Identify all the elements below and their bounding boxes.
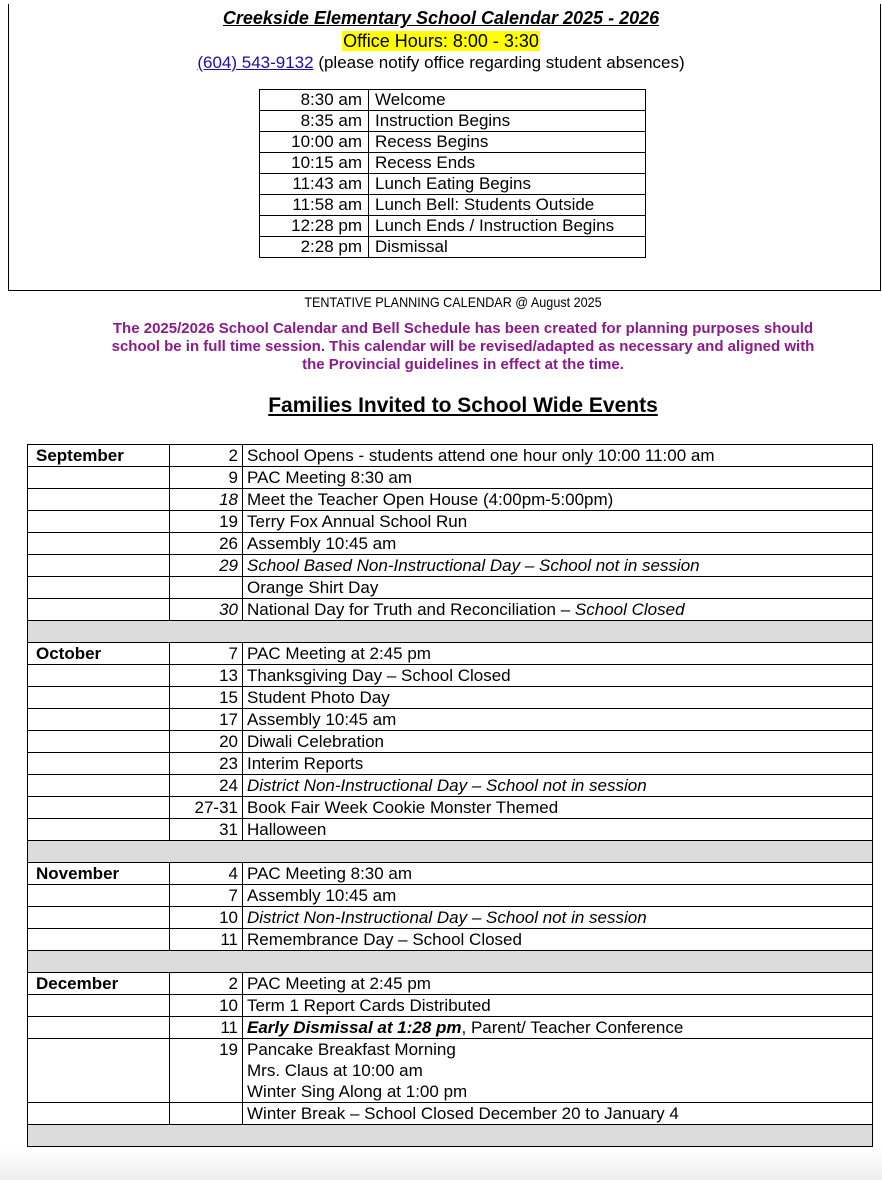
bell-row <box>260 216 646 237</box>
event-text: Assembly 10:45 am <box>243 533 873 555</box>
event-row <box>28 643 873 665</box>
event-text: Early Dismissal at 1:28 pm, Parent/ Teacher Conference <box>243 1017 873 1039</box>
event-row <box>28 665 873 687</box>
event-row <box>28 709 873 731</box>
event-text: PAC Meeting 8:30 am <box>243 863 873 885</box>
event-day: 13 <box>170 665 243 687</box>
event-day: 17 <box>170 709 243 731</box>
event-text: PAC Meeting 8:30 am <box>243 467 873 489</box>
event-row <box>28 511 873 533</box>
bell-time: 2:28 pm <box>260 237 369 258</box>
event-row <box>28 863 873 885</box>
event-text: Book Fair Week Cookie Monster Themed <box>243 797 873 819</box>
event-row <box>28 445 873 467</box>
bell-time: 11:58 am <box>260 195 369 216</box>
bell-event: Lunch Bell: Students Outside <box>369 195 646 216</box>
events-title: Families Invited to School Wide Events <box>268 394 658 417</box>
phone-link[interactable]: (604) 543-9132 <box>197 53 314 72</box>
bell-time: 11:43 am <box>260 174 369 195</box>
event-day: 9 <box>170 467 243 489</box>
event-row <box>28 973 873 995</box>
bell-row <box>260 153 646 174</box>
month-label: October <box>28 643 170 665</box>
event-row <box>28 995 873 1017</box>
event-text: District Non-Instructional Day – School not in session <box>243 907 873 929</box>
event-text: Orange Shirt Day <box>243 577 873 599</box>
bell-event: Welcome <box>369 90 646 111</box>
event-row <box>28 555 873 577</box>
event-text: Diwali Celebration <box>243 731 873 753</box>
event-row <box>28 731 873 753</box>
bell-event: Recess Begins <box>369 132 646 153</box>
event-row <box>28 577 873 599</box>
event-row <box>28 687 873 709</box>
bell-row <box>260 195 646 216</box>
event-day: 30 <box>170 599 243 621</box>
event-day: 11 <box>170 929 243 951</box>
month-separator <box>28 1125 873 1147</box>
event-row <box>28 797 873 819</box>
event-text: Term 1 Report Cards Distributed <box>243 995 873 1017</box>
event-day: 2 <box>170 973 243 995</box>
event-day: 26 <box>170 533 243 555</box>
event-row <box>28 907 873 929</box>
bell-event: Recess Ends <box>369 153 646 174</box>
event-day: 11 <box>170 1017 243 1039</box>
bell-time: 12:28 pm <box>260 216 369 237</box>
event-row <box>28 819 873 841</box>
event-text: Assembly 10:45 am <box>243 709 873 731</box>
event-day <box>170 1103 243 1125</box>
bell-time: 10:00 am <box>260 132 369 153</box>
month-separator <box>28 951 873 973</box>
month-label: November <box>28 863 170 885</box>
office-hours: Office Hours: 8:00 - 3:30 <box>343 31 539 51</box>
event-row <box>28 775 873 797</box>
event-day: 10 <box>170 995 243 1017</box>
phone-line <box>0 53 882 73</box>
event-day: 7 <box>170 885 243 907</box>
event-day: 27-31 <box>170 797 243 819</box>
event-text: Interim Reports <box>243 753 873 775</box>
event-text: Pancake Breakfast Morning Mrs. Claus at 10:00 am Winter Sing Along at 1:00 pm <box>243 1039 873 1103</box>
page-title: Creekside Elementary School Calendar 2025 - 2026 <box>222 8 660 28</box>
event-row <box>28 599 873 621</box>
bell-time: 8:35 am <box>260 111 369 132</box>
planning-notice: The 2025/2026 School Calendar and Bell Schedule has been created for planning purposes should school be in full time session. This calendar will be revised/adapted as necessary and aligned with the Provincial guidelines in effect at the time. <box>111 320 815 373</box>
events-table <box>27 444 873 1147</box>
event-text: Halloween <box>243 819 873 841</box>
event-text: School Based Non-Instructional Day – School not in session <box>243 555 873 577</box>
month-separator <box>28 621 873 643</box>
event-text: Student Photo Day <box>243 687 873 709</box>
month-separator <box>28 841 873 863</box>
bell-row <box>260 90 646 111</box>
event-row <box>28 753 873 775</box>
event-row <box>28 885 873 907</box>
event-day: 24 <box>170 775 243 797</box>
event-text: Winter Break – School Closed December 20 to January 4 <box>243 1103 873 1125</box>
event-day: 19 <box>170 1039 243 1103</box>
event-row <box>28 929 873 951</box>
bell-event: Instruction Begins <box>369 111 646 132</box>
event-day: 29 <box>170 555 243 577</box>
bell-time: 8:30 am <box>260 90 369 111</box>
bell-row <box>260 237 646 258</box>
event-day: 2 <box>170 445 243 467</box>
bell-time: 10:15 am <box>260 153 369 174</box>
event-day: 20 <box>170 731 243 753</box>
phone-note: (please notify office regarding student absences) <box>313 53 685 72</box>
bell-event: Lunch Eating Begins <box>369 174 646 195</box>
event-day: 7 <box>170 643 243 665</box>
event-text: PAC Meeting at 2:45 pm <box>243 643 873 665</box>
bell-event: Dismissal <box>369 237 646 258</box>
event-row <box>28 489 873 511</box>
event-text: PAC Meeting at 2:45 pm <box>243 973 873 995</box>
month-label: December <box>28 973 170 995</box>
event-day: 19 <box>170 511 243 533</box>
event-row <box>28 533 873 555</box>
event-row <box>28 1017 873 1039</box>
event-text: Meet the Teacher Open House (4:00pm-5:00pm) <box>243 489 873 511</box>
bottom-fade <box>0 1150 882 1180</box>
month-label: September <box>28 445 170 467</box>
event-day: 10 <box>170 907 243 929</box>
event-text: District Non-Instructional Day – School not in session <box>243 775 873 797</box>
event-row <box>28 1039 873 1103</box>
event-row <box>28 1103 873 1125</box>
event-day: 31 <box>170 819 243 841</box>
event-day: 4 <box>170 863 243 885</box>
event-day: 18 <box>170 489 243 511</box>
event-text: Remembrance Day – School Closed <box>243 929 873 951</box>
bell-row <box>260 174 646 195</box>
event-row <box>28 467 873 489</box>
event-day: 15 <box>170 687 243 709</box>
bell-row <box>260 132 646 153</box>
bell-event: Lunch Ends / Instruction Begins <box>369 216 646 237</box>
bell-schedule-table <box>259 89 646 258</box>
event-text: National Day for Truth and Reconciliation – School Closed <box>243 599 873 621</box>
event-text: School Opens - students attend one hour only 10:00 11:00 am <box>243 445 873 467</box>
event-text: Thanksgiving Day – School Closed <box>243 665 873 687</box>
event-day <box>170 577 243 599</box>
bell-row <box>260 111 646 132</box>
event-day: 23 <box>170 753 243 775</box>
event-text: Assembly 10:45 am <box>243 885 873 907</box>
tentative-label: TENTATIVE PLANNING CALENDAR @ August 2025 <box>304 294 602 310</box>
event-text: Terry Fox Annual School Run <box>243 511 873 533</box>
